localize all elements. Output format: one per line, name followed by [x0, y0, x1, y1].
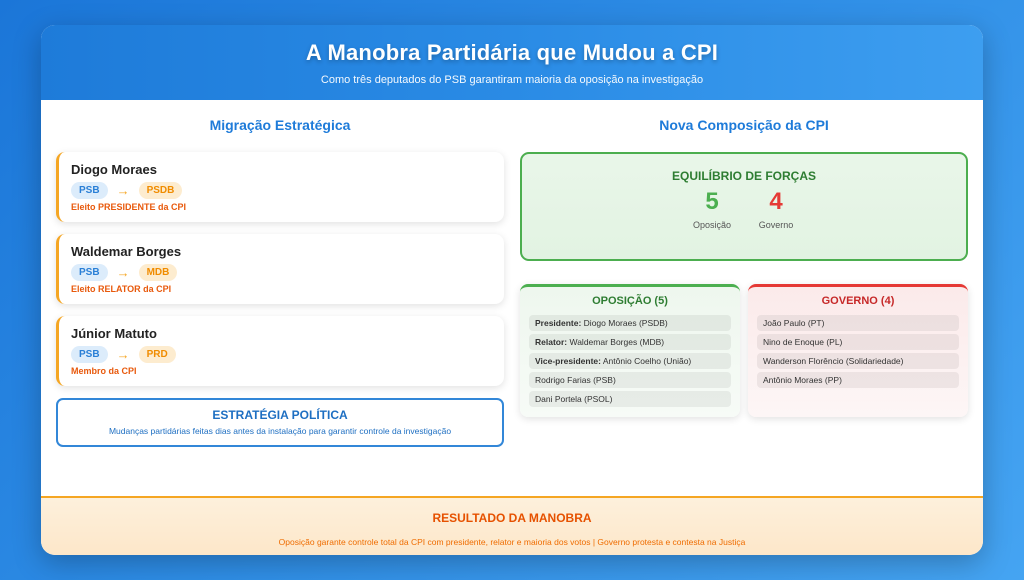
deputy-role: Membro da CPI [71, 366, 137, 376]
deputy-name: Diogo Moraes [71, 162, 157, 177]
government-count-label: Governo [758, 220, 794, 230]
strategy-box [56, 398, 504, 447]
party-to-badge: PSDB [139, 182, 183, 199]
party-change [71, 181, 504, 199]
opposition-list [520, 284, 740, 417]
opposition-count-number: 5 [705, 188, 719, 215]
opposition-count [692, 189, 732, 230]
member-name: Antônio Coelho (União) [602, 356, 692, 366]
composition-section-title: Nova Composição da CPI [659, 117, 829, 133]
strategy-title: ESTRATÉGIA POLÍTICA [212, 408, 348, 422]
government-count-number: 4 [769, 188, 783, 215]
migration-section [56, 100, 504, 447]
deputy-role: Eleito RELATOR da CPI [71, 284, 172, 294]
header [41, 25, 983, 100]
party-from-badge: PSB [71, 182, 108, 199]
party-from-badge: PSB [71, 346, 108, 363]
infographic-card [41, 25, 983, 555]
list-item [529, 353, 731, 369]
balance-title: EQUILÍBRIO DE FORÇAS [671, 169, 816, 183]
migration-card-junior-matuto [56, 316, 504, 386]
member-role: Vice-presidente: [535, 356, 601, 366]
arrow-right-icon: → [116, 264, 130, 280]
opposition-count-label: Oposição [692, 220, 732, 230]
deputy-name: Waldemar Borges [71, 244, 182, 259]
page-subtitle: Como três deputados do PSB garantiram maioria da oposição na investigação [320, 74, 704, 86]
list-item [529, 315, 731, 331]
government-list [748, 284, 968, 417]
government-list-title: GOVERNO (4) [821, 295, 895, 307]
government-count [756, 189, 796, 230]
migration-card-diogo-moraes [56, 152, 504, 222]
member-name: Rodrigo Farias (PSB) [535, 375, 616, 385]
deputy-name: Júnior Matuto [71, 326, 157, 341]
balance-box [520, 152, 968, 261]
list-item: Antônio Moraes (PP) [757, 372, 959, 388]
list-item [529, 391, 731, 407]
party-change [71, 263, 504, 281]
strategy-text: Mudanças partidárias feitas dias antes da instalação para garantir controle da investigação [108, 426, 452, 436]
arrow-right-icon: → [116, 182, 130, 198]
party-to-badge: PRD [139, 346, 176, 363]
party-to-badge: MDB [139, 264, 178, 281]
party-from-badge: PSB [71, 264, 108, 281]
member-lists [520, 284, 968, 417]
member-name: Dani Portela (PSOL) [535, 394, 613, 404]
party-change [71, 345, 504, 363]
page-title: A Manobra Partidária que Mudou a CPI [305, 40, 719, 65]
deputy-role: Eleito PRESIDENTE da CPI [71, 202, 187, 212]
balance-counts [522, 189, 966, 230]
list-item: Wanderson Florêncio (Solidariedade) [757, 353, 959, 369]
composition-section [520, 100, 968, 417]
migration-section-title: Migração Estratégica [209, 117, 351, 133]
list-item [529, 372, 731, 388]
result-title: RESULTADO DA MANOBRA [432, 511, 592, 525]
result-text: Oposição garante controle total da CPI com presidente, relator e maioria dos votos | Governo protesta e contesta na Justiça [278, 537, 746, 547]
member-role: Presidente: [535, 318, 582, 328]
result-footer [41, 496, 983, 555]
member-name: Diogo Moraes (PSDB) [583, 318, 668, 328]
list-item: Nino de Enoque (PL) [757, 334, 959, 350]
list-item: João Paulo (PT) [757, 315, 959, 331]
opposition-list-title: OPOSIÇÃO (5) [592, 295, 668, 307]
list-item [529, 334, 731, 350]
member-name: Waldemar Borges (MDB) [569, 337, 665, 347]
member-role: Relator: [535, 337, 568, 347]
arrow-right-icon: → [116, 346, 130, 362]
migration-card-waldemar-borges [56, 234, 504, 304]
